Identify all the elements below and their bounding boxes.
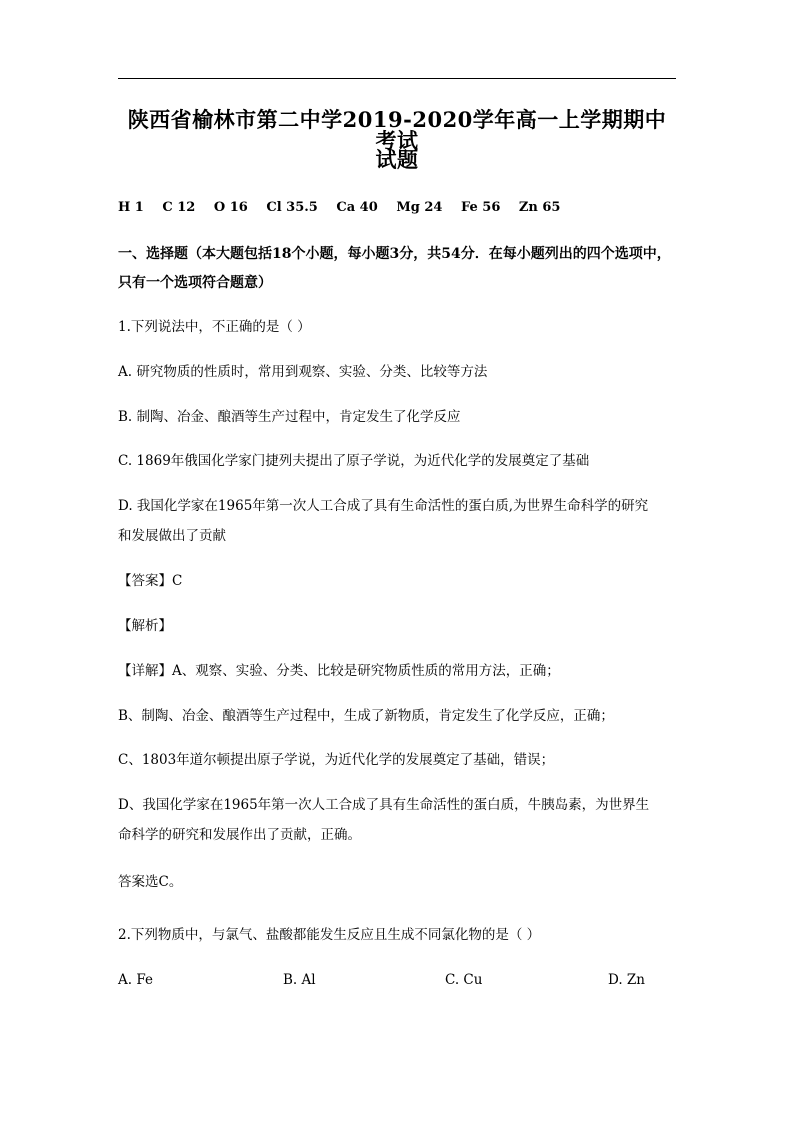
q1-answer: 【答案】C [118, 573, 183, 589]
q1-option-a: A. 研究物质的性质时，常用到观察、实验、分类、比较等方法 [118, 364, 488, 380]
atomic-mass-cl: Cl 35.5 [266, 200, 318, 215]
atomic-masses-line [118, 201, 678, 214]
q1-option-b: B. 制陶、冶金、酿酒等生产过程中，肯定发生了化学反应 [118, 409, 461, 425]
q1-option-d-line2: 和发展做出了贡献 [118, 528, 226, 544]
q1-detail-3: C、1803年道尔顿提出原子学说，为近代化学的发展奠定了基础，错误； [118, 752, 555, 768]
q2-option-c: C. Cu [445, 972, 483, 988]
q1-detail-1: 【详解】A、观察、实验、分类、比较是研究物质性质的常用方法，正确； [118, 663, 560, 679]
q1-detail-2: B、制陶、冶金、酿酒等生产过程中，生成了新物质，肯定发生了化学反应，正确； [118, 708, 614, 724]
header-rule [118, 78, 676, 79]
document-title-line1: 陕西省榆林市第二中学2019-2020学年高一上学期期中考试 [127, 107, 667, 153]
atomic-mass-zn: Zn 65 [518, 200, 561, 215]
atomic-mass-h: H 1 [118, 200, 144, 215]
q1-detail-4-line1: D、我国化学家在1965年第一次人工合成了具有生命活性的蛋白质，牛胰岛素，为世界生 [118, 797, 650, 813]
q1-detail-4-line2: 命科学的研究和发展作出了贡献，正确。 [118, 827, 361, 843]
document-title-line2: 试题 [375, 147, 419, 172]
q2-stem: 2.下列物质中，与氯气、盐酸都能发生反应且生成不同氯化物的是（ ） [118, 927, 541, 943]
q2-option-d: D. Zn [608, 972, 645, 988]
q1-analysis-label: 【解析】 [118, 618, 172, 634]
q1-option-d-line1: D. 我国化学家在1965年第一次人工合成了具有生命活性的蛋白质,为世界生命科学的研究 [118, 498, 649, 514]
atomic-mass-mg: Mg 24 [396, 200, 443, 215]
q1-option-c: C. 1869年俄国化学家门捷列夫提出了原子学说，为近代化学的发展奠定了基础 [118, 453, 590, 469]
atomic-mass-o: O 16 [213, 200, 248, 215]
section-heading-line1: 一、选择题（本大题包括18个小题，每小题3分，共54分．在每小题列出的四个选项中， [118, 246, 671, 262]
q1-stem: 1.下列说法中，不正确的是（ ） [118, 319, 311, 335]
section-heading-line2: 只有一个选项符合题意） [118, 275, 272, 291]
atomic-mass-fe: Fe 56 [460, 200, 501, 215]
q1-conclusion: 答案选C。 [118, 874, 183, 890]
q2-option-b: B. Al [283, 972, 316, 988]
atomic-mass-c: C 12 [162, 200, 196, 215]
atomic-mass-ca: Ca 40 [336, 200, 378, 215]
q2-option-a: A. Fe [118, 972, 153, 988]
